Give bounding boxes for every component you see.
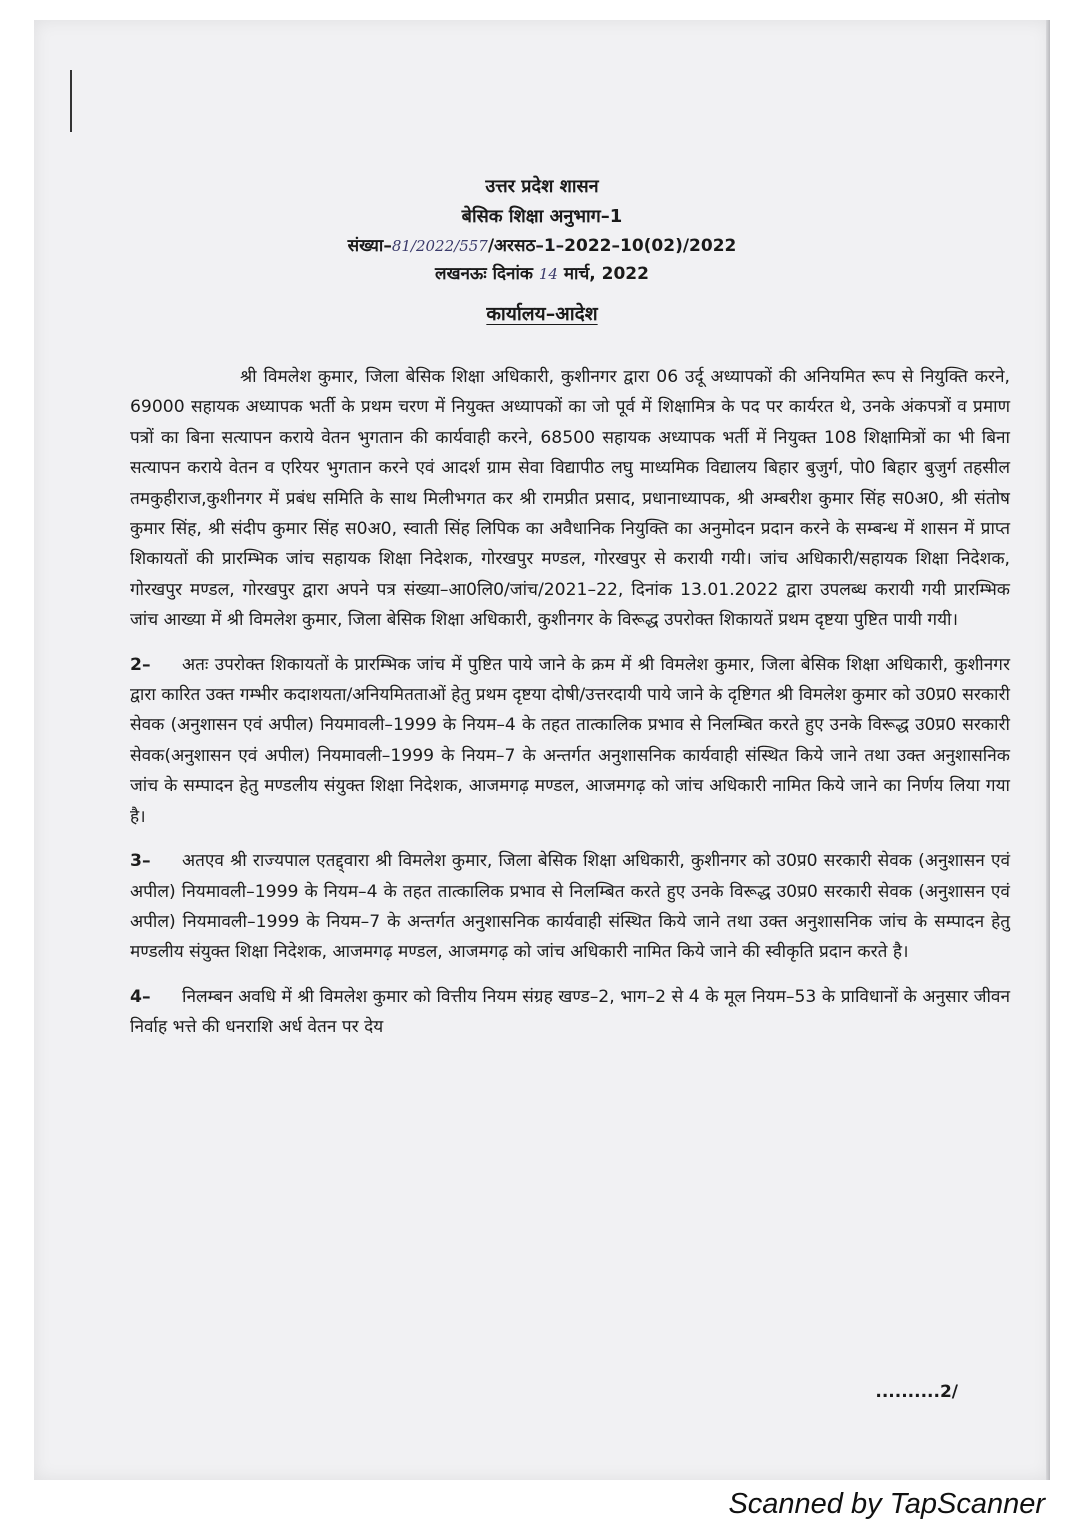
- reference-handwritten: 81/2022/557: [391, 237, 488, 255]
- reference-suffix: /अरसठ–1–2022–10(02)/2022: [487, 236, 737, 256]
- paragraph-3: [130, 846, 1010, 968]
- government-name: उत्तर प्रदेश शासन: [485, 176, 599, 197]
- document-header: [34, 172, 1050, 326]
- department-section: बेसिक शिक्षा अनुभाग–1: [461, 206, 623, 227]
- order-body: [130, 362, 1010, 1057]
- date-handwritten: 14: [538, 265, 558, 283]
- reference-number: [34, 232, 1050, 260]
- issue-date: [34, 260, 1050, 288]
- paragraph-number: 4–: [130, 986, 151, 1007]
- paragraph-number: 3–: [130, 851, 151, 872]
- margin-pen-mark: [70, 70, 72, 132]
- paragraph-4: [130, 982, 1010, 1043]
- scanned-page: [34, 20, 1050, 1480]
- scanner-watermark: Scanned by TapScanner: [728, 1488, 1045, 1520]
- order-title: कार्यालय–आदेश: [486, 303, 598, 325]
- next-page-marker: ..........2/: [875, 1382, 958, 1402]
- paragraph-text: श्री विमलेश कुमार, जिला बेसिक शिक्षा अधिकारी, कुशीनगर द्वारा 06 उर्दू अध्यापकों की अनियमित रूप से नियुक्ति करने, 69000 सहायक अध्यापक भर्ती के प्रथम चरण में नियुक्त अध्यापकों का जो पूर्व में शिक्षामित्र के पद पर कार्यरत थे, उनके अंकपत्रों व प्रमाण पत्रों का बिना सत्यापन कराये वेतन भुगतान की कार्यवाही करने, 68500 सहायक अध्यापक भर्ती में नियुक्त 108 शिक्षामित्रों का भी बिना सत्यापन कराये वेतन व एरियर भुगतान करने एवं आदर्श ग्राम सेवा विद्यापीठ लघु माध्यमिक विद्यालय बिहार बुजुर्ग, पो0 बिहार बुजुर्ग तहसील तमकुहीराज,कुशीनगर में प्रबंध समिति के साथ मिलीभगत कर श्री रामप्रीत प्रसाद, प्रधानाध्यापक, श्री अम्बरीश कुमार सिंह स0अ0, श्री संतोष कुमार सिंह, श्री संदीप कुमार सिंह स0अ0, स्वाती सिंह लिपिक का अवैधानिक नियुक्ति का अनुमोदन प्रदान करने के सम्बन्ध में शासन में प्राप्त शिकायतों की प्रारम्भिक जांच सहायक शिक्षा निदेशक, गोरखपुर मण्डल, गोरखपुर से करायी गयी। जांच अधिकारी/सहायक शिक्षा निदेशक, गोरखपुर मण्डल, गोरखपुर द्वारा अपने पत्र संख्या–आ0लि0/जांच/2021–22, दिनांक 13.01.2022 द्वारा उपलब्ध करायी गयी प्रारम्भिक जांच आख्या में श्री विमलेश कुमार, जिला बेसिक शिक्षा अधिकारी, कुशीनगर के विरूद्ध उपरोक्त शिकायतें प्रथम दृष्टया पुष्टित पायी गयी।: [130, 367, 1010, 631]
- paragraph-text: निलम्बन अवधि में श्री विमलेश कुमार को वित्तीय नियम संग्रह खण्ड–2, भाग–2 से 4 के मूल नियम–53 के प्राविधानों के अनुसार जीवन निर्वाह भत्ते की धनराशि अर्ध वेतन पर देय: [130, 986, 1010, 1038]
- paragraph-text: अतएव श्री राज्यपाल एतद्द्वारा श्री विमलेश कुमार, जिला बेसिक शिक्षा अधिकारी, कुशीनगर को उ0प्र0 सरकारी सेवक (अनुशासन एवं अपील) नियमावली–1999 के नियम–4 के तहत तात्कालिक प्रभाव से निलम्बित करते हुए उनके विरूद्ध उ0प्र0 सरकारी सेवक (अनुशासन एवं अपील) नियमावली–1999 के नियम–7 के अन्तर्गत अनुशासनिक कार्यवाही संस्थित किये जाने तथा उक्त अनुशासनिक जांच के सम्पादन हेतु मण्डलीय संयुक्त शिक्षा निदेशक, आजमगढ़ मण्डल, आजमगढ़ को जांच अधिकारी नामित किये जाने की स्वीकृति प्रदान करते है।: [130, 851, 1010, 963]
- reference-prefix: संख्या–: [347, 236, 392, 256]
- paragraph-2: [130, 650, 1010, 832]
- date-prefix: लखनऊः दिनांक: [435, 264, 533, 284]
- date-suffix: मार्च, 2022: [563, 264, 649, 284]
- paragraph-number: 2–: [130, 654, 151, 675]
- paragraph-text: अतः उपरोक्त शिकायतों के प्रारम्भिक जांच में पुष्टित पाये जाने के क्रम में श्री विमलेश कुमार, जिला बेसिक शिक्षा अधिकारी, कुशीनगर द्वारा कारित उक्त गम्भीर कदाशयता/अनियमितताओं हेतु प्रथम दृष्टया दोषी/उत्तरदायी पाये जाने के दृष्टिगत श्री विमलेश कुमार को उ0प्र0 सरकारी सेवक (अनुशासन एवं अपील) नियमावली–1999 के नियम–4 के तहत तात्कालिक प्रभाव से निलम्बित करते हुए उनके विरूद्ध उ0प्र0 सरकारी सेवक(अनुशासन एवं अपील) नियमावली–1999 के नियम–7 के अन्तर्गत अनुशासनिक कार्यवाही संस्थित किये जाने तथा उक्त अनुशासनिक जांच के सम्पादन हेतु मण्डलीय संयुक्त शिक्षा निदेशक, आजमगढ़ मण्डल, आजमगढ़ को जांच अधिकारी नामित किये जाने का निर्णय लिया गया है।: [130, 654, 1010, 827]
- paragraph-1: [130, 362, 1010, 636]
